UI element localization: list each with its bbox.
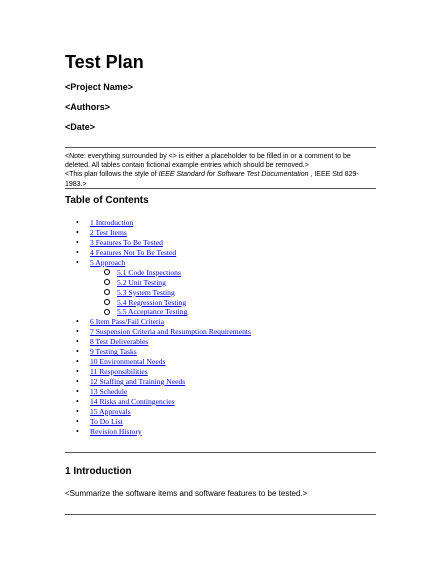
section-heading-introduction: 1 Introduction — [65, 466, 132, 477]
toc-link[interactable]: 10 Environmental Needs — [90, 357, 166, 367]
note-line-2 — [65, 170, 376, 188]
disc-bullet-icon: • — [76, 396, 79, 406]
toc-item — [65, 268, 376, 278]
disc-bullet-icon: • — [76, 357, 79, 367]
toc-item — [65, 218, 376, 228]
note-line-2-prefix: <This plan follows the style of — [65, 171, 159, 179]
toc-link[interactable]: 4 Features Not To Be Tested — [90, 247, 177, 257]
toc-item — [65, 307, 376, 317]
horizontal-divider — [65, 452, 376, 453]
toc-link[interactable]: Revision History — [90, 426, 142, 436]
toc-item — [65, 327, 376, 337]
toc-link[interactable]: 5.1 Code Inspections — [117, 267, 181, 277]
toc-link[interactable]: 6 Item Pass/Fail Criteria — [90, 317, 165, 327]
disc-bullet-icon: • — [76, 227, 79, 237]
toc-item — [65, 397, 376, 407]
disc-bullet-icon: • — [76, 377, 79, 386]
toc-item — [65, 377, 376, 387]
toc-item — [65, 298, 376, 308]
disc-bullet-icon: • — [76, 337, 79, 347]
toc-link[interactable]: 14 Risks and Contingencies — [90, 396, 175, 406]
toc-item — [65, 317, 376, 327]
toc-item — [65, 387, 376, 397]
circle-bullet-icon — [104, 307, 110, 317]
horizontal-divider — [65, 514, 376, 515]
toc-link[interactable]: 11 Responsibilities — [90, 367, 148, 377]
disc-bullet-icon: • — [76, 347, 79, 357]
toc-item — [65, 248, 376, 258]
toc-link[interactable]: 5.5 Acceptance Testing — [117, 307, 188, 317]
toc-item — [65, 417, 376, 427]
toc-item — [65, 228, 376, 238]
disc-bullet-icon: • — [76, 426, 79, 436]
note-block — [65, 152, 376, 189]
horizontal-divider — [65, 147, 376, 148]
toc-item — [65, 337, 376, 347]
disc-bullet-icon: • — [76, 237, 79, 247]
toc-item — [65, 347, 376, 357]
toc-link[interactable]: To Do List — [90, 416, 123, 426]
circle-bullet-icon — [104, 268, 110, 278]
authors-placeholder: <Authors> — [65, 102, 111, 112]
toc-heading: Table of Contents — [65, 195, 149, 206]
toc-item — [65, 238, 376, 248]
circle-bullet-icon — [104, 288, 110, 298]
table-of-contents — [65, 218, 376, 437]
toc-item — [65, 367, 376, 377]
toc-link[interactable]: 1 Introduction — [90, 218, 134, 227]
date-placeholder: <Date> — [65, 122, 96, 132]
project-name-placeholder: <Project Name> — [65, 82, 134, 92]
introduction-paragraph: <Summarize the software items and software features to be tested.> — [65, 489, 308, 498]
page-title: Test Plan — [65, 52, 144, 72]
toc-item — [65, 427, 376, 437]
toc-item — [65, 407, 376, 417]
disc-bullet-icon: • — [76, 416, 79, 426]
disc-bullet-icon: • — [76, 406, 79, 416]
note-line-1: <Note: everything surrounded by <> is either a placeholder to be filled in or a comment to be deleted. All tables contain fictional example entries which should be removed.> — [65, 153, 351, 170]
toc-link[interactable]: 7 Suspension Criteria and Resumption Requirements — [90, 327, 251, 337]
toc-item — [65, 357, 376, 367]
toc-link[interactable]: 12 Staffing and Training Needs — [90, 377, 186, 386]
toc-link[interactable]: 5.2 Unit Testing — [117, 277, 166, 287]
toc-item — [65, 278, 376, 288]
circle-bullet-icon — [104, 278, 110, 288]
toc-link[interactable]: 5.4 Regression Testing — [117, 297, 187, 307]
disc-bullet-icon: • — [76, 386, 79, 396]
toc-link[interactable]: 15 Approvals — [90, 406, 131, 416]
toc-link[interactable]: 5.3 System Testing — [117, 287, 175, 297]
ieee-standard-title: IEEE Standard for Software Test Documentation — [158, 171, 309, 179]
disc-bullet-icon: • — [76, 327, 79, 337]
toc-item — [65, 288, 376, 298]
toc-link[interactable]: 8 Test Deliverables — [90, 337, 149, 347]
toc-item — [65, 258, 376, 268]
toc-link[interactable]: 5 Approach — [90, 257, 126, 267]
toc-link[interactable]: 3 Features To Be Tested — [90, 237, 163, 247]
toc-link[interactable]: 13 Schedule — [90, 386, 128, 396]
disc-bullet-icon: • — [76, 218, 79, 227]
disc-bullet-icon: • — [76, 367, 79, 377]
toc-link[interactable]: 2 Test Items — [90, 227, 127, 237]
note-line-2-suffix: , IEEE Std 829-1983.> — [65, 171, 359, 188]
horizontal-divider — [65, 188, 376, 189]
disc-bullet-icon: • — [76, 247, 79, 257]
disc-bullet-icon: • — [76, 317, 79, 327]
disc-bullet-icon: • — [76, 257, 79, 267]
circle-bullet-icon — [104, 298, 110, 308]
toc-link[interactable]: 9 Testing Tasks — [90, 347, 137, 357]
